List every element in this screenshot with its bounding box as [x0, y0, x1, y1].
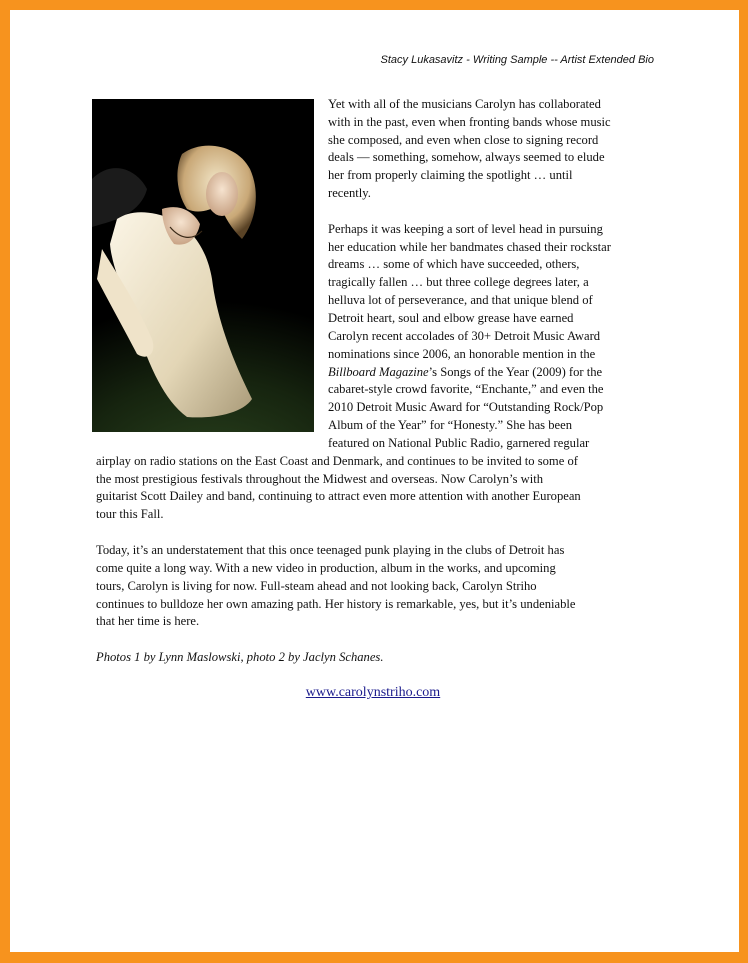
paragraph2-line: Perhaps it was keeping a sort of level head in pursuing	[328, 222, 603, 236]
paragraph2-line: cabaret-style crowd favorite, “Enchante,” and even the	[328, 382, 604, 396]
paragraph1-line: deals — something, somehow, always seemed to elude	[328, 150, 605, 164]
paragraph2-line: featured on National Public Radio, garnered regular	[328, 436, 590, 450]
paragraph2-line: airplay on radio stations on the East Coast and Denmark, and continues to be invited to some of	[96, 454, 578, 468]
paragraph3-line: Today, it’s an understatement that this once teenaged punk playing in the clubs of Detroit has	[96, 543, 565, 557]
billboard-magazine-title: Billboard Magazine	[328, 365, 429, 379]
paragraph2-billboard-line	[328, 364, 602, 382]
paragraph1-line: Yet with all of the musicians Carolyn has collaborated	[328, 97, 601, 111]
paragraph3-line: continues to bulldoze her own amazing path. Her history is remarkable, yes, but it’s undeniable	[96, 597, 576, 611]
paragraph2-line: Album of the Year” for “Honesty.” She has been	[328, 418, 572, 432]
paragraph2-line: dreams … some of which have succeeded, others,	[328, 257, 580, 271]
paragraph2-line: her education while her bandmates chased their rockstar	[328, 240, 611, 254]
paragraph3-line: tours, Carolyn is living for now. Full-steam ahead and not looking back, Carolyn Striho	[96, 579, 537, 593]
paragraph2-line: Detroit heart, soul and elbow grease have earned	[328, 311, 574, 325]
paragraph2-line: guitarist Scott Dailey and band, continuing to attract even more attention with another European	[96, 489, 581, 503]
paragraph3-line: that her time is here.	[96, 614, 200, 628]
paragraph1-line: with in the past, even when fronting bands whose music	[328, 115, 611, 129]
paragraph2-line: tragically fallen … but three college degrees later, a	[328, 275, 589, 289]
paragraph2-line: helluva lot of perseverance, and that unique blend of	[328, 293, 593, 307]
paragraph1-line: she composed, and even when close to signing record	[328, 133, 599, 147]
paragraph1-line: recently.	[328, 186, 371, 200]
artist-photo-image	[92, 99, 314, 432]
paragraph3-line: come quite a long way. With a new video in production, album in the works, and upcoming	[96, 561, 556, 575]
paragraph2-line: 2010 Detroit Music Award for “Outstanding Rock/Pop	[328, 400, 604, 414]
running-head: Stacy Lukasavitz - Writing Sample -- Artist Extended Bio	[380, 54, 654, 66]
paragraph2-line: nominations since 2006, an honorable mention in the	[328, 347, 596, 361]
website-link[interactable]: www.carolynstriho.com	[305, 685, 441, 700]
paragraph1-line: her from properly claiming the spotlight … until	[328, 168, 573, 182]
artist-photo	[92, 99, 314, 432]
paragraph2-line: the most prestigious festivals throughout the Midwest and overseas. Now Carolyn’s with	[96, 472, 544, 486]
billboard-line-rest: ’s Songs of the Year (2009) for the	[428, 365, 603, 379]
paragraph2-line: Carolyn recent accolades of 30+ Detroit Music Award	[328, 329, 601, 343]
photo-credits-caption: Photos 1 by Lynn Maslowski, photo 2 by Jaclyn Schanes.	[96, 650, 384, 664]
website-link-row	[0, 685, 748, 701]
paragraph2-line: tour this Fall.	[96, 507, 164, 521]
